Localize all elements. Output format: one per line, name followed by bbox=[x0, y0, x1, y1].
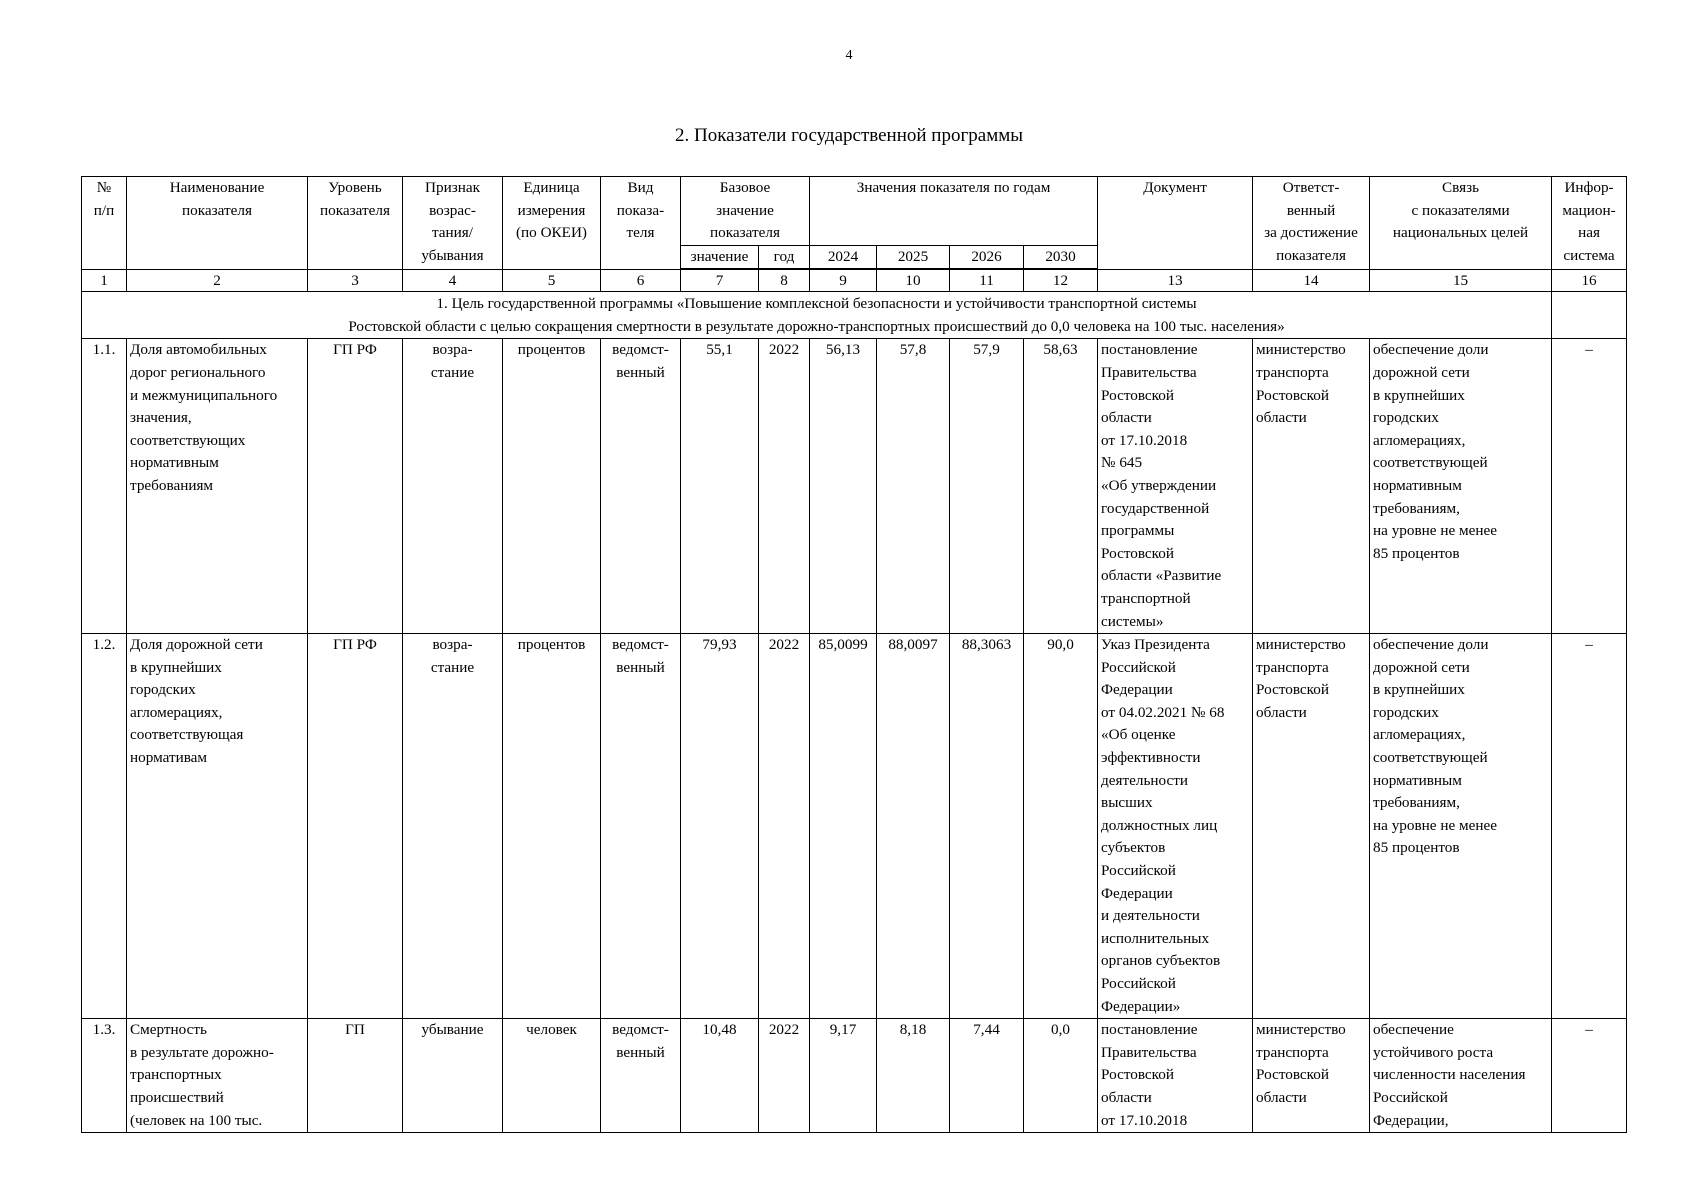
base-year: 2022 bbox=[759, 634, 810, 1019]
header-year-2026: 2026 bbox=[950, 245, 1024, 269]
value-2025: 88,0097 bbox=[877, 634, 950, 1019]
indicator-unit: процентов bbox=[503, 339, 601, 634]
document: постановление Правительства Ростовской области от 17.10.2018 bbox=[1098, 1019, 1253, 1133]
value-2026: 7,44 bbox=[950, 1019, 1024, 1133]
info-system: – bbox=[1552, 339, 1627, 634]
indicator-type: ведомст- венный bbox=[601, 634, 681, 1019]
indicator-level: ГП РФ bbox=[308, 634, 403, 1019]
value-2030: 90,0 bbox=[1024, 634, 1098, 1019]
document: постановление Правительства Ростовской области от 17.10.2018 № 645 «Об утверждении государственной программы Ростовской области «Развитие транспортной системы» bbox=[1098, 339, 1253, 634]
value-2030: 58,63 bbox=[1024, 339, 1098, 634]
responsible: министерство транспорта Ростовской области bbox=[1253, 1019, 1370, 1133]
column-numbers-row bbox=[82, 269, 1627, 292]
column-number: 13 bbox=[1098, 269, 1253, 292]
base-value: 79,93 bbox=[681, 634, 759, 1019]
national-goals-link: обеспечение устойчивого роста численности населения Российской Федерации, bbox=[1370, 1019, 1552, 1133]
column-number: 8 bbox=[759, 269, 810, 292]
indicator-trend: возра- стание bbox=[403, 339, 503, 634]
indicator-level: ГП РФ bbox=[308, 339, 403, 634]
info-system: – bbox=[1552, 634, 1627, 1019]
column-number: 3 bbox=[308, 269, 403, 292]
national-goals-link: обеспечение доли дорожной сети в крупнейших городских агломерациях, соответствующей нормативным требованиям, на уровне не менее 85 процентов bbox=[1370, 339, 1552, 634]
base-year: 2022 bbox=[759, 339, 810, 634]
row-number: 1.3. bbox=[82, 1019, 127, 1133]
page-number: 4 bbox=[845, 48, 853, 63]
program-goal: 1. Цель государственной программы «Повышение комплексной безопасности и устойчивости транспортной системы Ростовской области с целью сокращения смертности в результате дорожно-транспортных происшествий до 0,0 человека на 100 тыс. населения» bbox=[82, 292, 1552, 339]
value-2025: 8,18 bbox=[877, 1019, 950, 1133]
indicator-unit: процентов bbox=[503, 634, 601, 1019]
column-number: 6 bbox=[601, 269, 681, 292]
table-row bbox=[82, 339, 1627, 634]
indicators-table bbox=[81, 176, 1627, 1133]
header-year-2025: 2025 bbox=[877, 245, 950, 269]
indicator-type: ведомст- венный bbox=[601, 1019, 681, 1133]
column-number: 14 bbox=[1253, 269, 1370, 292]
header-base-value-year: год bbox=[759, 245, 810, 269]
value-2024: 56,13 bbox=[810, 339, 877, 634]
table-header bbox=[82, 177, 1627, 270]
header-document: Документ bbox=[1098, 177, 1253, 270]
header-year-2024: 2024 bbox=[810, 245, 877, 269]
indicator-level: ГП bbox=[308, 1019, 403, 1133]
document: Указ Президента Российской Федерации от 04.02.2021 № 68 «Об оценке эффективности деятельности высших должностных лиц субъектов Российской Федерации и деятельности исполнительных органов субъектов Российской Федерации» bbox=[1098, 634, 1253, 1019]
row-number: 1.2. bbox=[82, 634, 127, 1019]
goal-empty-cell bbox=[1552, 292, 1627, 339]
header-trend: Признак возрас- тания/ убывания bbox=[403, 177, 503, 270]
value-2024: 85,0099 bbox=[810, 634, 877, 1019]
header-values-by-year: Значения показателя по годам bbox=[810, 177, 1098, 246]
header-year-2030: 2030 bbox=[1024, 245, 1098, 269]
base-year: 2022 bbox=[759, 1019, 810, 1133]
indicator-trend: возра- стание bbox=[403, 634, 503, 1019]
value-2026: 88,3063 bbox=[950, 634, 1024, 1019]
header-base-value: Базовое значение показателя bbox=[681, 177, 810, 246]
goal-row bbox=[82, 292, 1627, 339]
value-2025: 57,8 bbox=[877, 339, 950, 634]
responsible: министерство транспорта Ростовской области bbox=[1253, 339, 1370, 634]
indicator-name: Доля дорожной сети в крупнейших городских агломерациях, соответствующая нормативам bbox=[127, 634, 308, 1019]
header-indicator-name: Наименование показателя bbox=[127, 177, 308, 270]
indicator-name: Доля автомобильных дорог регионального и межмуниципального значения, соответствующих нормативным требованиям bbox=[127, 339, 308, 634]
column-number: 7 bbox=[681, 269, 759, 292]
column-number: 1 bbox=[82, 269, 127, 292]
indicator-name: Смертность в результате дорожно- транспортных происшествий (человек на 100 тыс. bbox=[127, 1019, 308, 1133]
column-number: 2 bbox=[127, 269, 308, 292]
header-national-goals-link: Связь с показателями национальных целей bbox=[1370, 177, 1552, 270]
column-number: 15 bbox=[1370, 269, 1552, 292]
header-base-value-value: значение bbox=[681, 245, 759, 269]
header-responsible: Ответст- венный за достижение показателя bbox=[1253, 177, 1370, 270]
value-2030: 0,0 bbox=[1024, 1019, 1098, 1133]
indicator-trend: убывание bbox=[403, 1019, 503, 1133]
row-number: 1.1. bbox=[82, 339, 127, 634]
header-info-system: Инфор- мацион- ная система bbox=[1552, 177, 1627, 270]
indicator-type: ведомст- венный bbox=[601, 339, 681, 634]
responsible: министерство транспорта Ростовской области bbox=[1253, 634, 1370, 1019]
value-2024: 9,17 bbox=[810, 1019, 877, 1133]
column-number: 9 bbox=[810, 269, 877, 292]
indicator-unit: человек bbox=[503, 1019, 601, 1133]
page-title: 2. Показатели государственной программы bbox=[674, 125, 1024, 146]
base-value: 10,48 bbox=[681, 1019, 759, 1133]
base-value: 55,1 bbox=[681, 339, 759, 634]
info-system: – bbox=[1552, 1019, 1627, 1133]
header-indicator-type: Вид показа- теля bbox=[601, 177, 681, 270]
value-2026: 57,9 bbox=[950, 339, 1024, 634]
national-goals-link: обеспечение доли дорожной сети в крупнейших городских агломерациях, соответствующей нормативным требованиям, на уровне не менее 85 процентов bbox=[1370, 634, 1552, 1019]
table-row bbox=[82, 634, 1627, 1019]
header-number: № п/п bbox=[82, 177, 127, 270]
column-number: 11 bbox=[950, 269, 1024, 292]
column-number: 10 bbox=[877, 269, 950, 292]
column-number: 12 bbox=[1024, 269, 1098, 292]
column-number: 4 bbox=[403, 269, 503, 292]
column-number: 16 bbox=[1552, 269, 1627, 292]
header-indicator-level: Уровень показателя bbox=[308, 177, 403, 270]
table-row bbox=[82, 1019, 1627, 1133]
header-unit: Единица измерения (по ОКЕИ) bbox=[503, 177, 601, 270]
column-number: 5 bbox=[503, 269, 601, 292]
